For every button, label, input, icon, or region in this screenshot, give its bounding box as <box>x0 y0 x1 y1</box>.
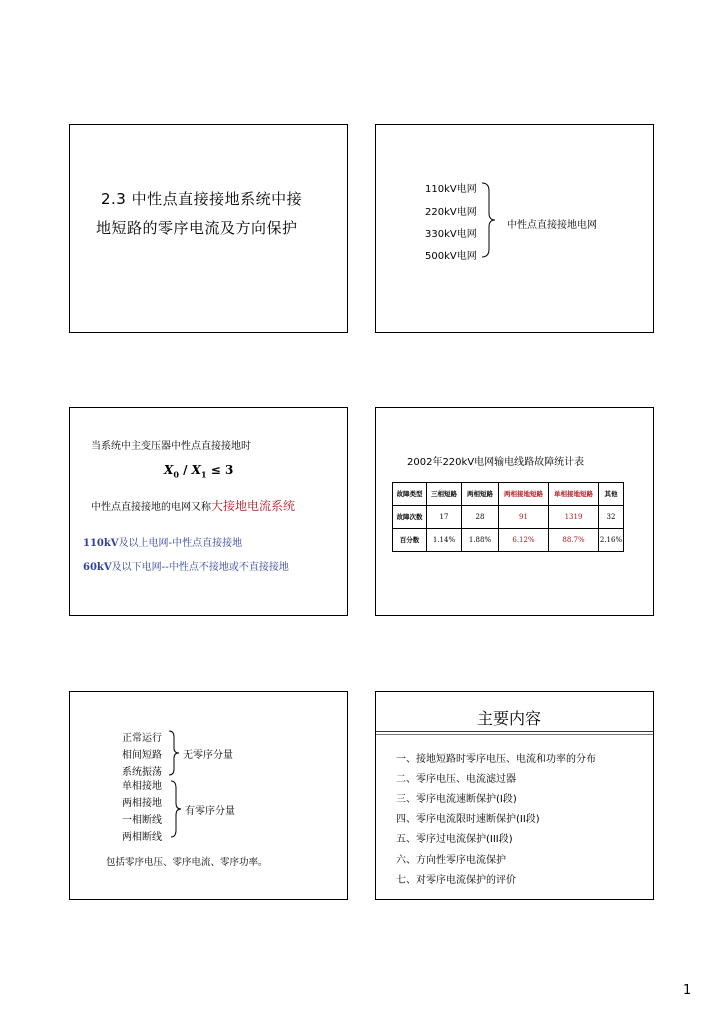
voltage-110-line <box>83 534 242 549</box>
state-single-ground: 单相接地 <box>122 781 162 792</box>
header-single-phase-ground: 单相接地短路 <box>549 483 599 506</box>
table-cell: 91 <box>499 506 549 529</box>
header-fault-type: 故障类型 <box>393 483 427 506</box>
outline-item: 三、零序电流速断保护(I段) <box>396 794 517 805</box>
outline-item: 五、零序过电流保护(III段) <box>396 834 513 845</box>
table-cell: 17 <box>427 506 462 529</box>
voltage-60-text: 及以下电网--中性点不接地或不直接接地 <box>111 562 289 573</box>
state-normal: 正常运行 <box>122 733 162 744</box>
grid-330kv: 330kV电网 <box>425 229 477 240</box>
outline-item: 四、零序电流限时速断保护(II段) <box>396 814 540 825</box>
grid-110kv: 110kV电网 <box>425 184 477 195</box>
header-three-phase: 三相短路 <box>427 483 462 506</box>
formula-relation: ≤ 3 <box>206 463 234 477</box>
header-two-phase: 两相短路 <box>462 483 499 506</box>
slide1-title-line1: 2.3 中性点直接接地系统中接 <box>101 190 303 208</box>
label-zero-sequence: 有零序分量 <box>185 806 235 817</box>
ratio-formula <box>164 463 233 479</box>
formula-sub1: 1 <box>200 469 207 480</box>
state-one-open: 一相断线 <box>122 815 162 826</box>
table-row <box>393 506 624 529</box>
formula-sub0: 0 <box>173 469 179 480</box>
table-cell: 1.14% <box>427 529 462 552</box>
header-two-phase-ground: 两相接地短路 <box>499 483 549 506</box>
state-two-open: 两相断线 <box>122 832 162 843</box>
formula-x1: X <box>191 463 201 477</box>
table-cell: 1.88% <box>462 529 499 552</box>
footnote: 包括零序电压、零序电流、零序功率。 <box>106 857 268 868</box>
voltage-110-value: 110kV <box>83 538 119 549</box>
grid-220kv: 220kV电网 <box>425 207 477 218</box>
slide-5 <box>69 691 348 900</box>
formula-slash: / <box>178 463 192 477</box>
voltage-60-value: 60kV <box>83 562 112 573</box>
state-two-ground: 两相接地 <box>122 798 162 809</box>
state-oscillation: 系统振荡 <box>122 767 162 778</box>
grid-group-label: 中性点直接接地电网 <box>507 220 597 231</box>
grid-500kv: 500kV电网 <box>425 251 477 262</box>
voltage-110-text: 及以上电网-中性点直接接地 <box>118 538 243 549</box>
outline-item: 二、零序电压、电流滤过器 <box>396 774 516 785</box>
table-cell: 6.12% <box>499 529 549 552</box>
row-label-count: 故障次数 <box>393 506 427 529</box>
table-cell: 1319 <box>549 506 599 529</box>
header-other: 其他 <box>599 483 624 506</box>
slide1-title-line2: 地短路的零序电流及方向保护 <box>96 219 298 237</box>
slide-1 <box>69 124 348 333</box>
outline-title: 主要内容 <box>477 709 542 728</box>
system-description <box>91 497 295 514</box>
right-brace-icon <box>480 181 500 259</box>
slide-6 <box>375 691 654 900</box>
right-brace-icon <box>170 780 184 838</box>
table-cell: 32 <box>599 506 624 529</box>
table-row <box>393 529 624 552</box>
formula-x: X <box>164 463 174 477</box>
table-cell: 28 <box>462 506 499 529</box>
slide-2 <box>375 124 654 333</box>
outline-item: 六、方向性零序电流保护 <box>396 855 506 866</box>
table-header-row <box>393 483 624 506</box>
fault-table-title: 2002年220kV电网输电线路故障统计表 <box>407 457 585 468</box>
description-prefix: 中性点直接接地的电网又称 <box>91 502 211 513</box>
state-phase-fault: 相间短路 <box>122 750 162 761</box>
table-cell: 2.16% <box>599 529 624 552</box>
slide-3 <box>69 407 348 616</box>
intro-text: 当系统中主变压器中性点直接接地时 <box>91 441 251 452</box>
fault-statistics-table <box>392 482 624 552</box>
outline-item: 七、对零序电流保护的评价 <box>396 875 516 886</box>
right-brace-icon <box>168 730 182 776</box>
label-no-zero-sequence: 无零序分量 <box>183 750 233 761</box>
page-number: 1 <box>683 983 692 998</box>
voltage-60-line <box>83 558 289 573</box>
description-highlight: 大接地电流系统 <box>211 499 296 513</box>
table-cell: 88.7% <box>549 529 599 552</box>
slide-4 <box>375 407 654 616</box>
outline-item: 一、接地短路时零序电压、电流和功率的分布 <box>396 754 596 765</box>
row-label-percent: 百分数 <box>393 529 427 552</box>
